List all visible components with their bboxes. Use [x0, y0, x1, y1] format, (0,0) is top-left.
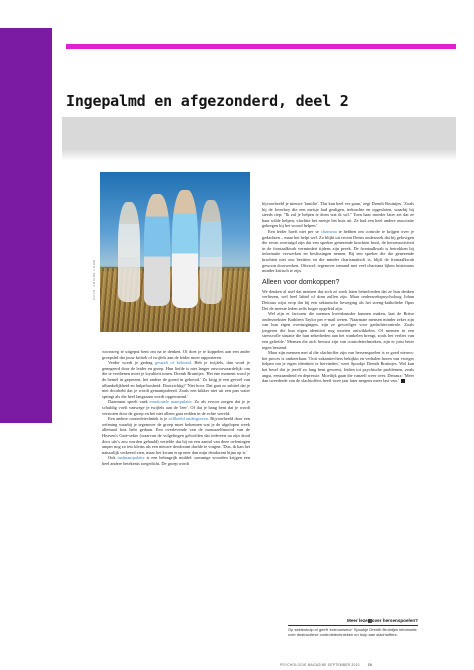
- header-grey-panel: [62, 117, 456, 149]
- paragraph-text: We denken al snel dat mensen dat zich zó sterk laten beïnvloeden dat ze hun denken verliezen, wel heel labiel of dom zullen zijn. Maar onderzoekspsycholoog Johan Detraux wijst erop dat bij een sektarische beweging als het streng-katholieke Opus Dei de meeste leden zelfs hoger opgeleid zijn.: [262, 288, 414, 311]
- paragraph: [102, 455, 250, 466]
- highlight-term: zelfbeeld ondergraven: [168, 416, 208, 422]
- highlight-term: emotionele manipulatie: [149, 399, 192, 405]
- paragraph: [262, 311, 414, 350]
- paragraph: [262, 350, 414, 384]
- paragraph-text: Een andere controletechniek is je: [108, 416, 168, 422]
- paragraph-text: Daarnaast speelt vaak: [108, 399, 148, 405]
- header-panel-fade: [62, 149, 456, 161]
- article-title: Ingepalmd en afgezonderd, deel 2: [66, 92, 349, 110]
- purple-side-strip: [0, 28, 52, 423]
- paragraph: [262, 229, 414, 274]
- article-photo: [100, 172, 250, 332]
- magenta-header-bar: [66, 44, 456, 49]
- left-text-column: [102, 349, 250, 466]
- paragraph-text: . Bijvoorbeeld door een oefening waarbij je tegenover de groep moet bekennen wat je de afgelopen week allemaal fout hebt gedaan. Een overlevende van de massazelfmoord van de Heaven's Gate-sekte (waarvan de volgelingen geloofden dat iedereen na zijn dood door ufo's zou worden gehaald) vertelde dat hij na een aantal van deze oefeningen amper nog zo iets kleins als een nieuwe deodorant durfde te vragen: 'Dus, ik kan het natuurlijk verkeerd zien, maar het kwam erop neer dan mijn deodorant bijna op is.': [102, 416, 250, 455]
- paragraph-text: is een belangrijk middel: sommige woorden krijgen een heel andere betekenis toegedicht. De groep wordt: [102, 455, 250, 466]
- photo-figure: [172, 190, 198, 308]
- photo-credit: FOTO: ARIANE LOWE: [92, 259, 96, 300]
- further-reading-box: [288, 618, 418, 637]
- paragraph-text: Ook: [108, 455, 116, 461]
- paragraph-text: bijvoorbeeld je nieuwe 'familie'. 'Dat kan heel ver gaan,' zegt Drenth Bruintjes. 'Zoals bij de loverboy die een meisje had gealigen, terkrachte en opgesloten, waarbij hij steeds riep: "Ik zal je helpen te doen wat ik wil." Toen haar moeder later zei dat ze haar wilde helpen, vluchtte het meisje het huis uit. Ze had een heel andere associatie gekregen bij het woord helpen.': [262, 201, 414, 229]
- paragraph-text: Een leider hoeft niet per se: [268, 228, 319, 234]
- paragraph: [102, 360, 250, 399]
- footer-magazine-name: PSYCHOLOGIE MAGAZINE SEPTEMBER 2010: [280, 663, 360, 667]
- right-text-column: [262, 201, 414, 384]
- photo-figure: [118, 202, 140, 302]
- page-footer: [280, 663, 430, 667]
- paragraph-text: Verder wordt je gedrag: [108, 360, 153, 366]
- end-of-article-square-icon: [401, 379, 405, 383]
- paragraph-text: woonweg te uitgeput bent om na te denken. Of doet je te koppelen aan een ander groepslid dat jouw kritiek of twijfels aan de leider moet rapporteren.: [102, 349, 250, 360]
- paragraph-text: Maar zijn mensen met al die slachtoffer zijn van hersenspoelen is er goed nieuws: het proces is omkeerbaar. 'Ooit vakantievliers bekijkin en verhalen horen van vroeger helpen om je eigen identiteit te hervinden,' weet Spookje Drenth Bruintjes. Wel kan het hesel dat je jezelf zo lang bent geweest, leiden tot psychische problemen, zoals angst, eenzaamheid en depressie. Moeilijk gaan die vanzelf weer over. Detraux: 'Meer dan tweederde van de slachtoffers heeft twee jaar later nergens meer last van.': [262, 350, 414, 384]
- photo-figure: [144, 194, 170, 306]
- photo-figure: [200, 200, 222, 304]
- paragraph-text: Wel zijn er factoren die mensen kwetsbaarder kunnen maken, laat de Britse onderzoekster Kathleen Taylor per e-mail weten. 'Naarmate mensen minder zeker zijn van hun eigen overtuigingen, zijn ze gevoeliger voor gedachtecontrole. Zoals jongeren die hun eigen identiteit nog moeten ontwikkelen. Of mensen in een stressvolle situatie die hun zekerheden aan het wankelen brengt, zoals het verlies van een geliefde.' Mensen die zich bewust zijn van controletechnieken, zijn er juist beter tegen bestand.: [262, 311, 414, 350]
- sidebar-text: Op sekteshulp.nl geeft ‘extrounselor’ Spookje Drenth Bruintjes informatie over destructieve controletechnieken en hulp aan slachtoffers.: [288, 627, 417, 637]
- paragraph-text: . Heb je twijfels, dan word je genegeerd door de leider en groep. Hun liefde is niet langer onvoorwaardelijk: om die te verdienen moet je loyaliteit tonen. Drenth Bruintjes: 'Het ene moment word je de hemel in geprezen, het andere de grond in geboord.' Zo krijg je een gevoel van afhankelijkheid en hulpeloosheid. Doorzichtig? 'Niet hoor. Dat gaat zo subtiel dat je niet doorhebt dat je wordt gemanipuleerd. Zoals een kikker niet uit een pan water springt als die heel langzaam wordt opgewarmd.': [102, 360, 250, 399]
- paragraph: [262, 289, 414, 311]
- highlight-term: gestraft of beloond: [154, 360, 191, 366]
- sidebar-title: Meer lezen over hersenspoelen?: [347, 618, 418, 623]
- paragraph-text: te hebben om controle te krijgen over je gedachten – maar het helpt wel. Zo blijkt uit recent Deens onderzoek dat bij gelovigen die ervan overtuigd zijn dat een spreker genezende krachten bezit, de hersenactiviteit in de frontaalkwab vermindert tijdens zijn preek. De frontaalkwab is betrokken bij informatie verwerken en beslissingen nemen. Bij een spreker die die genezende krachten niet zou bezitten en die minder charismatisch is, blijft de frontaalkwab gewoon doorwerken. Oftewel: tegenover iemand met veel charisma lijken luisteraars minder kritisch te zijn.: [262, 228, 414, 274]
- paragraph: [102, 349, 250, 360]
- paragraph: [102, 416, 250, 455]
- paragraph: [262, 201, 414, 229]
- paragraph: [102, 399, 250, 416]
- section-heading: Alleen voor domkoppen?: [262, 278, 340, 286]
- highlight-term: charisma: [320, 228, 337, 234]
- page-number: 29: [367, 663, 372, 667]
- highlight-term: taalmanipulatie: [117, 455, 145, 461]
- paragraph-text: . Zo als ervoor zorgen dat je je schuldig voelt vanwege je twijfels aan de 'leer'. Of dat je bang bent dat je wordt verstoten door de groep en het niet alleen gaat redden in de echte wereld.: [102, 399, 251, 416]
